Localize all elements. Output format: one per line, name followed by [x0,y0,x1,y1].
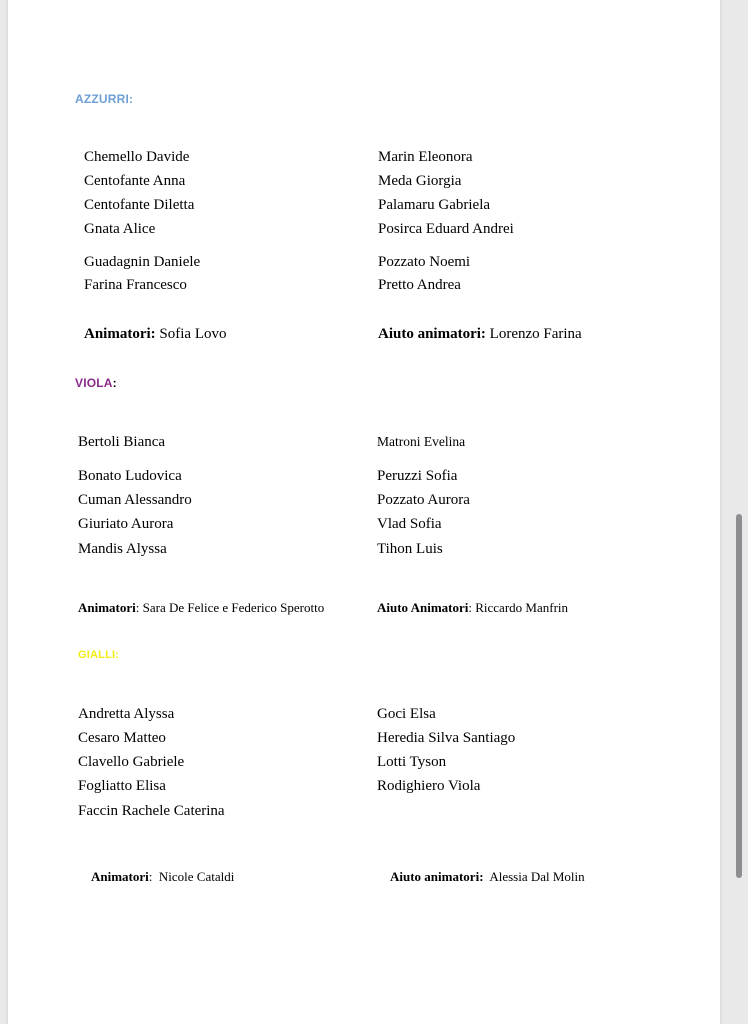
list-item: Pozzato Noemi [378,254,471,270]
list-item: Faccin Rachele Caterina [78,803,225,819]
list-item: Bonato Ludovica [78,468,182,484]
list-item: Heredia Silva Santiago [377,730,516,746]
aiuto-animatori-label: Aiuto animatori: [390,869,484,884]
aiuto-animatori-value: : Riccardo Manfrin [468,600,569,615]
aiuto-animatori-value: Alessia Dal Molin [483,869,585,884]
list-item: Rodighiero Viola [377,778,481,794]
list-item: Posirca Eduard Andrei [378,221,514,237]
list-item: Meda Giorgia [378,173,462,189]
list-item: Lotti Tyson [377,754,447,770]
list-item: Matroni Evelina [377,434,466,449]
list-item: Chemello Davide [84,149,190,165]
group-heading-gialli: GIALLI: [78,649,120,661]
list-item: Mandis Alyssa [78,541,167,557]
list-item: Tihon Luis [377,541,443,557]
animatori-label: Animatori [91,869,149,884]
heading-colon: : [112,376,117,390]
list-item: Centofante Anna [84,173,186,189]
list-item: Clavello Gabriele [78,754,185,770]
list-item: Vlad Sofia [377,516,442,532]
list-item: Pretto Andrea [378,277,461,293]
animatori-line [78,600,324,616]
animatori-label: Animatori [78,600,136,615]
group-heading-viola [75,376,117,390]
animatori-value: : Sara De Felice e Federico Sperotto [135,600,325,615]
animatori-label: Animatori: [84,326,156,342]
document-page [8,0,720,1024]
list-item: Palamaru Gabriela [378,197,491,213]
list-item: Centofante Diletta [84,197,195,213]
animatori-value: : Nicole Cataldi [148,869,235,884]
list-item: Gnata Alice [84,221,156,237]
animatori-line [84,326,226,343]
list-item: Cesaro Matteo [78,730,166,746]
list-item: Cuman Alessandro [78,492,192,508]
aiuto-animatori-label: Aiuto Animatori [377,600,469,615]
aiuto-animatori-label: Aiuto animatori: [378,326,486,342]
list-item: Fogliatto Elisa [78,778,166,794]
group-heading-azzurri: AZZURRI: [75,92,134,106]
aiuto-animatori-line [377,853,585,901]
list-item: Farina Francesco [84,277,187,293]
list-item: Peruzzi Sofia [377,468,458,484]
aiuto-animatori-line [377,600,568,616]
aiuto-animatori-line [378,326,582,343]
list-item: Pozzato Aurora [377,492,470,508]
list-item: Andretta Alyssa [78,706,175,722]
list-item: Guadagnin Daniele [84,254,201,270]
aiuto-animatori-value: Lorenzo Farina [489,326,582,342]
heading-label: VIOLA [75,376,113,390]
animatori-line [78,853,234,901]
list-item: Marin Eleonora [378,149,473,165]
list-item: Bertoli Bianca [78,434,166,450]
vertical-scrollbar[interactable] [736,514,742,878]
animatori-value: Sofia Lovo [159,326,227,342]
list-item: Giuriato Aurora [78,516,174,532]
list-item: Goci Elsa [377,706,436,722]
